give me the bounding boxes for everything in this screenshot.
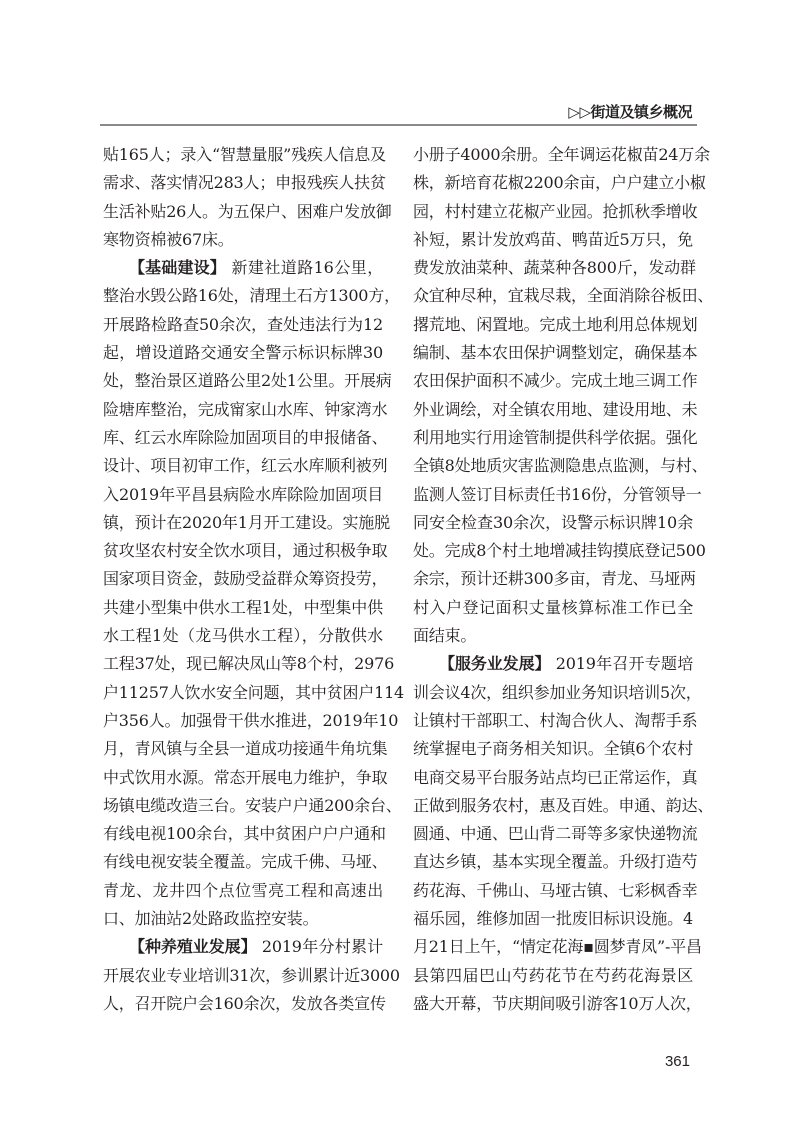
line-text: 圆通、中通、巴山背二哥等多家快递物流 — [413, 824, 698, 844]
text-line — [413, 820, 698, 848]
text-line — [103, 820, 386, 848]
text-line — [413, 141, 710, 169]
line-text: 起，增设道路交通安全警示标识标牌30 — [103, 343, 383, 363]
line-text: 中式饮用水源。常态开展电力维护，争取 — [103, 767, 388, 787]
text-line — [103, 877, 383, 905]
text-line — [103, 452, 388, 480]
line-text: 补短，累计发放鸡苗、鸭苗近5万只，免 — [413, 229, 693, 249]
text-line — [103, 707, 399, 735]
line-text: 全镇8处地质灾害监测隐患点监测，与村、 — [413, 456, 708, 476]
text-line — [103, 198, 392, 226]
line-text: 编制、基本农田保护调整划定，确保基本 — [413, 343, 698, 363]
left-column — [103, 141, 405, 1018]
text-line — [103, 282, 400, 310]
line-text: 生活补贴26人。为五保户、困难户发放御 — [103, 201, 392, 221]
text-line — [413, 877, 698, 905]
line-text: 训会议4次，组织参加业务知识培训5次， — [413, 682, 702, 702]
line-text: 户11257人饮水安全问题，其中贫困户114 — [103, 682, 405, 702]
line-text: 月，青风镇与全县一道成功接通牛角坑集 — [103, 739, 388, 759]
text-line — [103, 424, 388, 452]
text-line — [413, 254, 696, 282]
line-text: 工程37处，现已解决凤山等8个村，2976 — [103, 654, 395, 674]
line-text: 月21日上午，“情定花海▪圆梦青凤”-平昌 — [413, 937, 702, 957]
text-line — [103, 679, 405, 707]
text-line — [413, 707, 698, 735]
line-text: 整治水毁公路16处，清理土石方1300方， — [103, 286, 400, 306]
text-line — [413, 311, 698, 339]
paragraph-heading-line — [413, 650, 693, 678]
line-text: 监测人签订目标责任书16份，分管领导一 — [413, 484, 702, 504]
line-text: 镇，预计在2020年1月开工建设。实施脱 — [103, 512, 390, 532]
line-text: 县第四届巴山芍药花节在芍药花海景区 — [413, 965, 693, 985]
text-line — [103, 905, 383, 933]
line-text: 贴165人；录入“智慧量服”残疾人信息及 — [103, 145, 386, 164]
line-text: 人，召开院户会160余次，发放各类宣传 — [103, 993, 386, 1013]
line-text: 处，整治景区道路公里2处1公里。开展病 — [103, 371, 392, 391]
text-line — [413, 198, 698, 226]
line-text: 外业调绘，对全镇农用地、建设用地、未 — [413, 399, 698, 419]
line-text: 直达乡镇，基本实现全覆盖。升级打造芍 — [413, 852, 698, 872]
text-line — [413, 509, 693, 537]
line-text: 撂荒地、闲置地。完成土地利用总体规划 — [413, 314, 698, 334]
text-line — [103, 339, 383, 367]
text-line — [103, 565, 388, 593]
line-text: 新建社道路16公里， — [225, 258, 383, 278]
text-line — [103, 169, 386, 197]
line-text: 园，村村建立花椒产业园。抢抓秋季增收 — [413, 201, 698, 221]
paragraph-heading-line — [103, 254, 383, 282]
text-line — [413, 594, 693, 622]
text-line — [103, 396, 388, 424]
text-line — [103, 650, 395, 678]
text-line — [413, 764, 698, 792]
text-line — [103, 990, 386, 1018]
right-column — [413, 141, 714, 1018]
text-line — [413, 169, 706, 197]
line-text: 青龙、龙井四个点位雪亮工程和高速出 — [103, 880, 383, 900]
text-line — [103, 594, 383, 622]
text-line — [413, 735, 693, 763]
text-line — [103, 367, 392, 395]
text-line — [413, 424, 698, 452]
text-line — [103, 622, 383, 650]
line-text: 利用地实行用途管制提供科学依据。强化 — [413, 427, 698, 447]
line-text: 户356人。加强骨干供水推进，2019年10 — [103, 710, 399, 730]
line-text: 费发放油菜种、蔬菜种各800斤，发动群 — [413, 258, 696, 278]
line-text: 设计、项目初审工作，红云水库顺利被列 — [103, 456, 388, 476]
text-line — [103, 848, 388, 876]
line-text: 贫攻坚农村安全饮水项目，通过积极争取 — [103, 541, 388, 561]
line-text: 开展路检路查50余次，查处违法行为12 — [103, 314, 383, 334]
text-line — [413, 565, 696, 593]
text-line — [413, 962, 693, 990]
paragraph-heading-line — [103, 933, 383, 961]
text-line — [103, 141, 386, 169]
line-text: 2019年召开专题培 — [550, 654, 693, 674]
text-line — [413, 848, 698, 876]
text-line — [413, 339, 698, 367]
text-line — [413, 282, 714, 310]
line-text: 面结束。 — [413, 626, 477, 646]
line-text: 水工程1处（龙马供水工程），分散供水 — [103, 626, 383, 646]
line-text: 电商交易平台服务站点均已正常运作，真 — [413, 767, 698, 787]
text-line — [413, 452, 708, 480]
text-line — [103, 509, 390, 537]
text-line — [103, 735, 388, 763]
text-line — [103, 481, 383, 509]
text-line — [103, 764, 388, 792]
text-line — [413, 679, 702, 707]
text-line — [103, 792, 402, 820]
line-text: 同安全检查30余次，设警示标识牌10余 — [413, 512, 693, 532]
line-text: 国家项目资金，鼓励受益群众筹资投劳， — [103, 569, 388, 589]
line-text: 共建小型集中供水工程1处，中型集中供 — [103, 597, 383, 617]
text-line — [103, 962, 400, 990]
line-text: 开展农业专业培训31次，参训累计近3000 — [103, 965, 400, 985]
text-line — [413, 367, 698, 395]
line-text: 统掌握电子商务相关知识。全镇6个农村 — [413, 739, 693, 759]
line-text: 正做到服务农村，惠及百姓。申通、韵达、 — [413, 795, 714, 815]
line-text: 有线电视100余台，其中贫困户户户通和 — [103, 824, 386, 844]
line-text: 村入户登记面积丈量核算标准工作已全 — [413, 597, 693, 617]
line-text: 口、加油站2处路政监控安装。 — [103, 909, 319, 929]
line-text: 福乐园，维修加固一批废旧标识设施。4 — [413, 909, 693, 929]
text-line — [413, 990, 702, 1018]
line-text: 盛大开幕，节庆期间吸引游客10万人次， — [413, 993, 702, 1013]
section-heading: 【服务业发展】 — [439, 654, 551, 674]
line-text: 需求、落实情况283人；申报残疾人扶贫 — [103, 173, 386, 193]
line-text: 小册子4000余册。全年调运花椒苗24万余 — [413, 145, 710, 164]
line-text: 入2019年平昌县病险水库除险加固项目 — [103, 484, 383, 504]
text-line — [413, 792, 714, 820]
line-text: 库、红云水库除险加固项目的申报储备、 — [103, 427, 388, 447]
line-text: 处。完成8个村土地增减挂钩摸底登记500 — [413, 541, 706, 561]
text-line — [413, 933, 702, 961]
running-header-section-title: ▷▷街道及镇乡概况 — [568, 103, 692, 121]
text-line — [103, 226, 383, 254]
section-heading: 【种养殖业发展】 — [129, 937, 257, 957]
text-line — [413, 905, 693, 933]
line-text: 场镇电缆改造三台。安装户户通200余台、 — [103, 795, 402, 815]
text-line — [413, 537, 706, 565]
text-line — [103, 311, 383, 339]
line-text: 众宜种尽种，宜栽尽栽，全面消除谷板田、 — [413, 286, 714, 306]
page-number: 361 — [664, 1053, 690, 1070]
text-line — [103, 537, 388, 565]
line-text: 有线电视安装全覆盖。完成千佛、马垭、 — [103, 852, 388, 872]
text-line — [413, 396, 698, 424]
line-text: 寒物资棉被67床。 — [103, 229, 234, 249]
line-text: 农田保护面积不减少。完成土地三调工作 — [413, 371, 698, 391]
text-line — [413, 226, 693, 254]
text-line — [413, 622, 693, 650]
line-text: 让镇村干部职工、村淘合伙人、淘帮手系 — [413, 710, 698, 730]
text-line — [413, 481, 702, 509]
line-text: 险塘库整治，完成甯家山水库、钟家湾水 — [103, 399, 388, 419]
header-rule — [100, 124, 697, 126]
line-text: 2019年分村累计 — [256, 937, 383, 957]
line-text: 药花海、千佛山、马垭古镇、七彩枫香幸 — [413, 880, 698, 900]
line-text: 株，新培育花椒2200余亩，户户建立小椒 — [413, 173, 706, 193]
section-heading: 【基础建设】 — [129, 258, 226, 278]
line-text: 余宗，预计还耕300多亩，青龙、马垭两 — [413, 569, 696, 589]
